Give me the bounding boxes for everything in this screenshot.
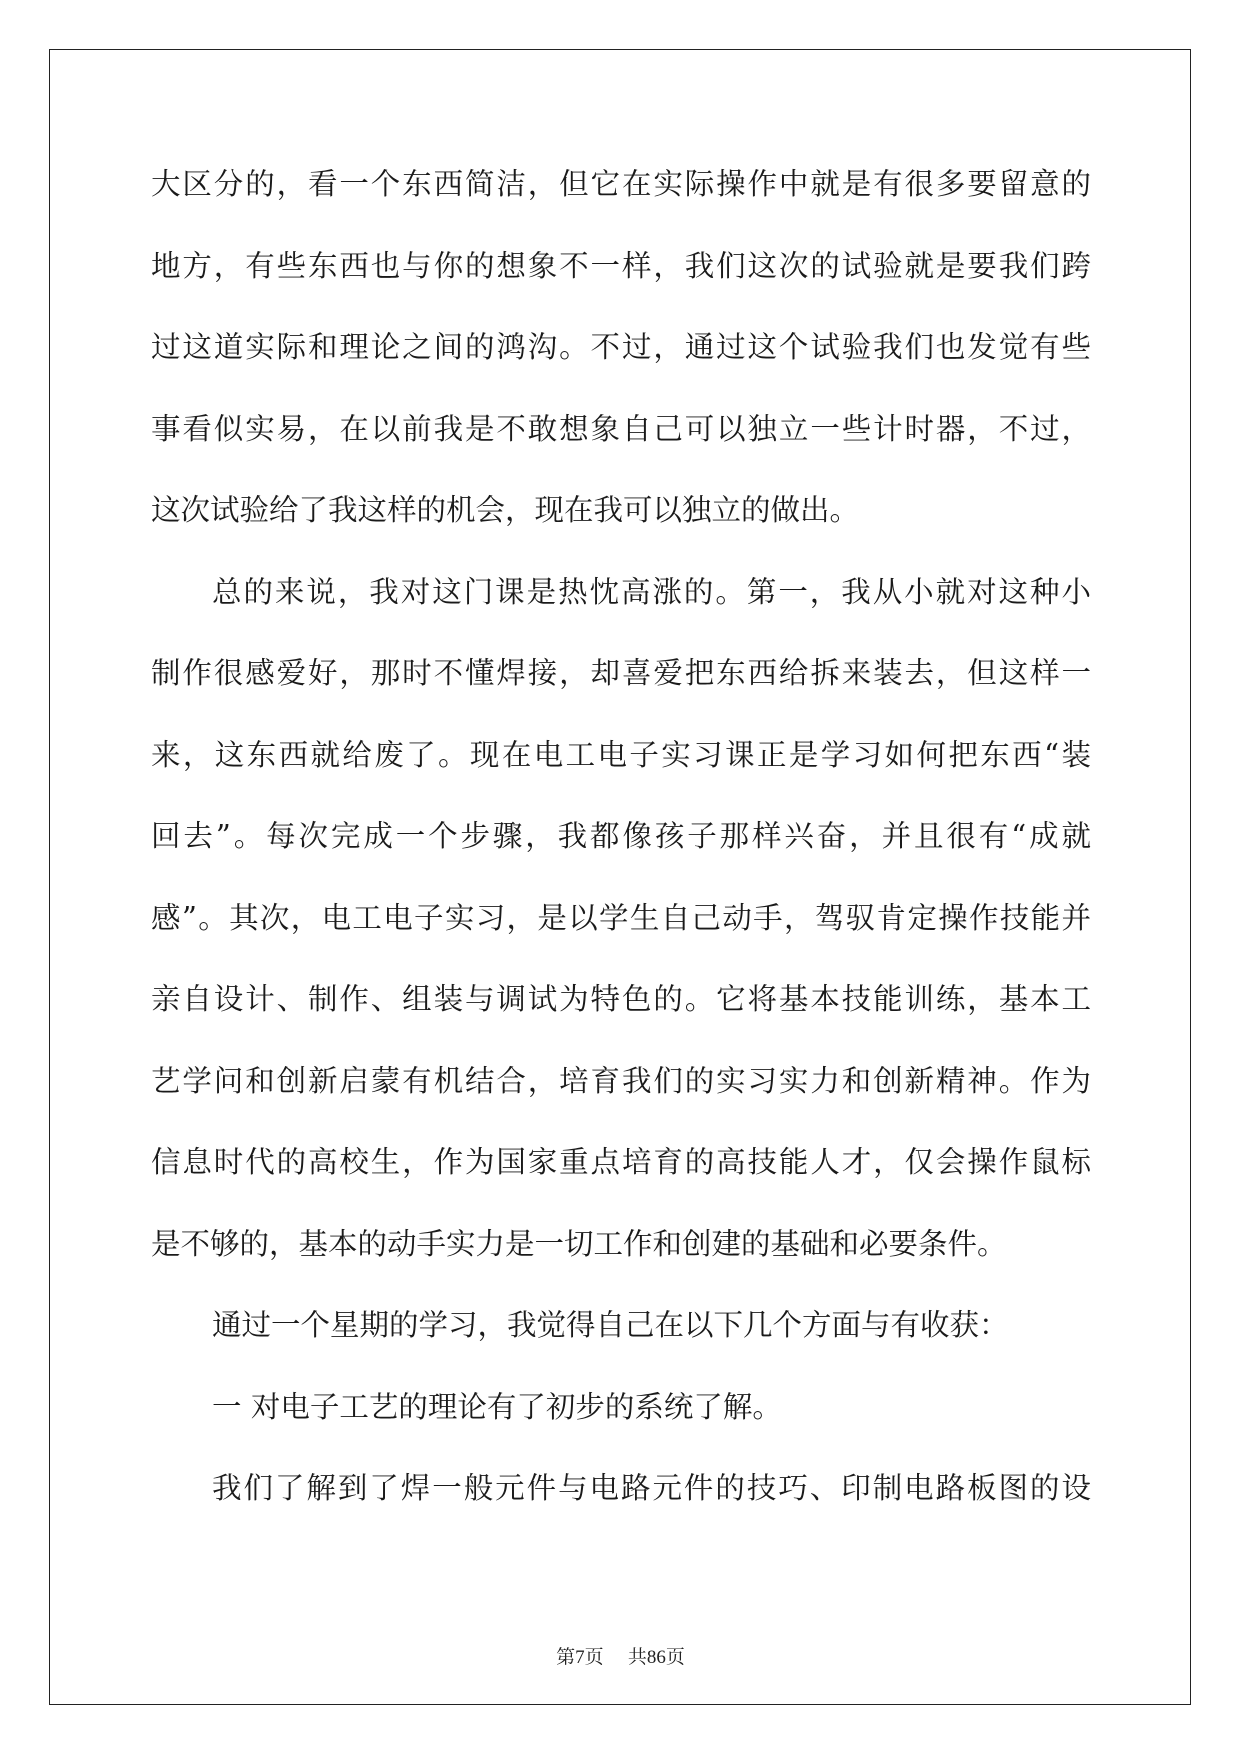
text-line: 一 对电子工艺的理论有了初步的系统了解。	[212, 1389, 782, 1424]
text-line: 亲自设计、制作、组装与调试为特色的。它将基本技能训练，基本工	[151, 982, 1091, 1016]
text-line: 是不够的，基本的动手实力是一切工作和创建的基础和必要条件。	[151, 1226, 1007, 1261]
page-footer	[0, 1642, 1241, 1669]
text-line: 我们了解到了焊一般元件与电路元件的技巧、印制电路板图的设	[212, 1471, 1091, 1505]
paragraph	[151, 1389, 1091, 1471]
paragraph	[151, 1470, 1091, 1552]
footer-spacer	[604, 1646, 628, 1668]
footer-total-prefix: 共	[627, 1646, 647, 1668]
text-line: 感”。其次，电工电子实习，是以学生自己动手，驾驭肯定操作技能并	[151, 900, 1091, 935]
text-line: 回去”。每次完成一个步骤，我都像孩子那样兴奋，并且很有“成就	[151, 819, 1091, 853]
footer-total-number: 86	[646, 1647, 666, 1668]
text-line: 地方，有些东西也与你的想象不一样，我们这次的试验就是要我们跨	[151, 248, 1091, 283]
footer-total-suffix: 页	[665, 1646, 685, 1668]
text-line: 事看似实易，在以前我是不敢想象自己可以独立一些计时器，不过，	[151, 411, 1091, 446]
text-line: 制作很感爱好，那时不懂焊接，却喜爱把东西给拆来装去，但这样一	[151, 656, 1091, 690]
text-line: 通过一个星期的学习，我觉得自己在以下几个方面与有收获：	[212, 1308, 1009, 1342]
paragraph	[151, 1307, 1091, 1389]
footer-page-prefix: 第	[556, 1646, 576, 1668]
footer-page-number: 7	[575, 1647, 585, 1668]
text-line: 来，这东西就给废了。现在电工电子实习课正是学习如何把东西“装	[151, 737, 1091, 772]
text-line: 过这道实际和理论之间的鸿沟。不过，通过这个试验我们也发觉有些	[151, 330, 1091, 364]
text-line: 总的来说，我对这门课是热忱高涨的。第一，我从小就对这种小	[212, 574, 1091, 609]
paragraph	[151, 574, 1091, 1308]
text-line: 大区分的，看一个东西简洁，但它在实际操作中就是有很多要留意的	[151, 167, 1091, 201]
text-line: 信息时代的高校生，作为国家重点培育的高技能人才，仅会操作鼠标	[151, 1145, 1091, 1179]
footer-page-suffix: 页	[584, 1646, 604, 1668]
text-line: 这次试验给了我这样的机会，现在我可以独立的做出。	[151, 493, 860, 527]
document-body	[151, 166, 1091, 1552]
paragraph	[151, 166, 1091, 574]
text-line: 艺学问和创新启蒙有机结合，培育我们的实习实力和创新精神。作为	[151, 1063, 1091, 1098]
